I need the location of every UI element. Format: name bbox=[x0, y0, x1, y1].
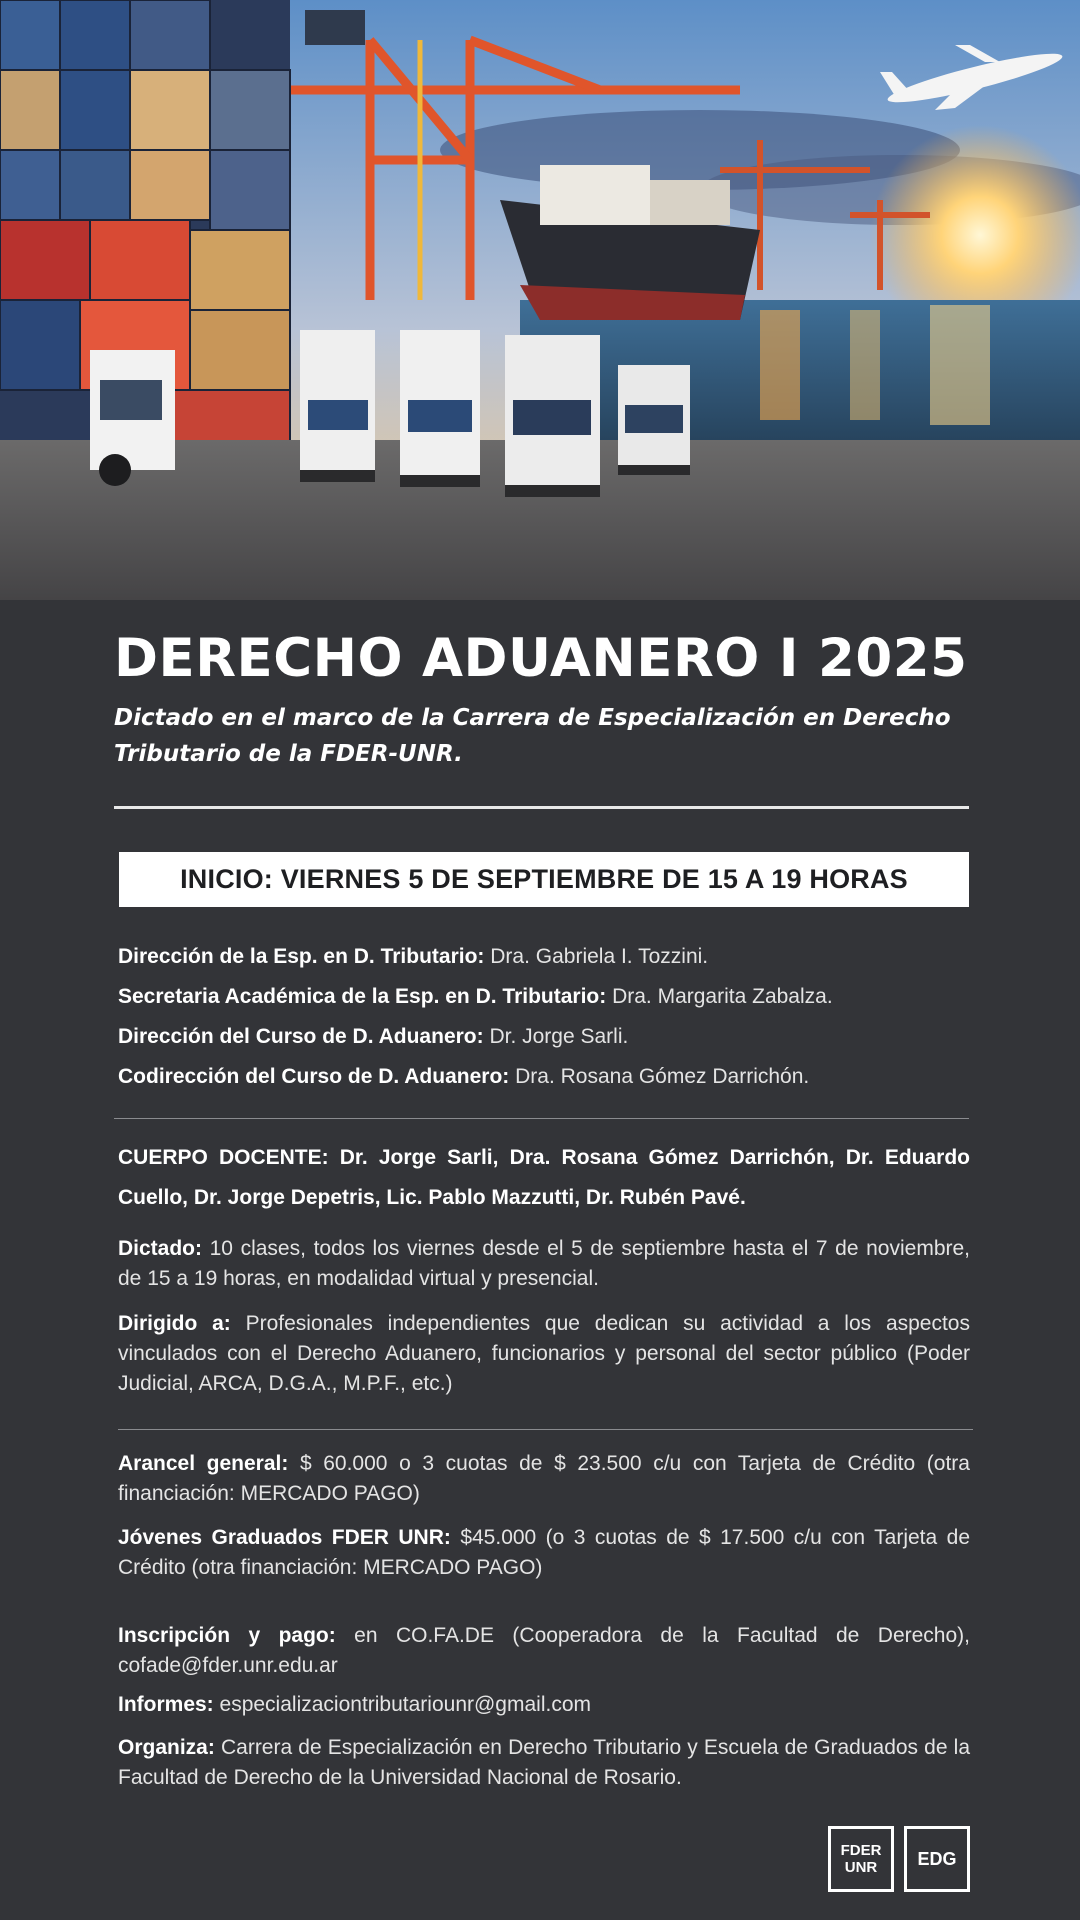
edg-logo bbox=[904, 1826, 970, 1892]
role-direccion-esp bbox=[118, 942, 978, 982]
hero-port-image bbox=[0, 0, 1080, 600]
dirigido-value: Profesionales independientes que dedican su actividad a los aspectos vinculados con el Derecho Aduanero, funcionarios y personal del sector público (Poder Judicial, ARCA, D.G.A., M.P.F., etc.) bbox=[118, 1312, 970, 1395]
arancel-label: Arancel general: bbox=[118, 1452, 289, 1475]
organiza-label: Organiza: bbox=[118, 1736, 215, 1759]
subtitle: Dictado en el marco de la Carrera de Especialización en Derecho Tributario de la FDER-UNR. bbox=[114, 705, 951, 767]
organiza-info bbox=[118, 1733, 970, 1793]
page-title: DERECHO ADUANERO I 2025 bbox=[114, 628, 968, 689]
inscripcion-label: Inscripción y pago: bbox=[118, 1624, 336, 1647]
port-logistics-illustration bbox=[0, 0, 1080, 600]
dictado-info bbox=[118, 1234, 970, 1294]
title-divider bbox=[114, 806, 969, 809]
inscripcion-info bbox=[118, 1621, 970, 1681]
divider bbox=[114, 1118, 969, 1119]
role-label: Dirección de la Esp. en D. Tributario: bbox=[118, 945, 485, 968]
arancel-info bbox=[118, 1449, 970, 1509]
informes-value: especializaciontributariounr@gmail.com bbox=[213, 1693, 592, 1716]
arancel-value: $ 60.000 o 3 cuotas de $ 23.500 c/u con Tarjeta de Crédito (otra financiación: MERCADO PAGO) bbox=[118, 1452, 970, 1505]
fder-unr-logo bbox=[828, 1826, 894, 1892]
role-codireccion bbox=[118, 1062, 978, 1102]
role-value: Dra. Gabriela I. Tozzini. bbox=[484, 945, 709, 968]
logos bbox=[828, 1826, 970, 1892]
teaching-staff: CUERPO DOCENTE: Dr. Jorge Sarli, Dra. Rosana Gómez Darrichón, Dr. Eduardo Cuello, Dr. Jorge Depetris, Lic. Pablo Mazzutti, Dr. Rubén Pavé. bbox=[118, 1146, 970, 1209]
role-value: Dra. Rosana Gómez Darrichón. bbox=[509, 1065, 810, 1088]
dictado-label: Dictado: bbox=[118, 1237, 202, 1260]
dirigido-label: Dirigido a: bbox=[118, 1312, 231, 1335]
role-label: Dirección del Curso de D. Aduanero: bbox=[118, 1025, 484, 1048]
jovenes-value: $45.000 (o 3 cuotas de $ 17.500 c/u con Tarjeta de Crédito (otra financiación: MERCADO PAGO) bbox=[118, 1526, 970, 1579]
role-secretaria bbox=[118, 982, 978, 1022]
role-label: Codirección del Curso de D. Aduanero: bbox=[118, 1065, 510, 1088]
role-value: Dra. Margarita Zabalza. bbox=[606, 985, 833, 1008]
dirigido-info bbox=[118, 1309, 970, 1399]
roles-list bbox=[118, 942, 978, 1102]
informes-label: Informes: bbox=[118, 1693, 214, 1716]
divider bbox=[118, 1429, 973, 1430]
fder-logo-line2: UNR bbox=[844, 1859, 878, 1876]
fder-logo-line1: FDER bbox=[840, 1842, 882, 1859]
role-label: Secretaria Académica de la Esp. en D. Tributario: bbox=[118, 985, 607, 1008]
start-date-banner: INICIO: VIERNES 5 DE SEPTIEMBRE DE 15 A 19 HORAS bbox=[119, 852, 969, 907]
jovenes-label: Jóvenes Graduados FDER UNR: bbox=[118, 1526, 451, 1549]
jovenes-info bbox=[118, 1523, 970, 1583]
organiza-value: Carrera de Especialización en Derecho Tributario y Escuela de Graduados de la Facultad de Derecho de la Universidad Nacional de Rosario. bbox=[118, 1736, 970, 1789]
role-direccion-curso bbox=[118, 1022, 978, 1062]
inscripcion-value: en CO.FA.DE (Cooperadora de la Facultad de Derecho), cofade@fder.unr.edu.ar bbox=[118, 1624, 970, 1677]
role-value: Dr. Jorge Sarli. bbox=[483, 1025, 629, 1048]
dictado-value: 10 clases, todos los viernes desde el 5 de septiembre hasta el 7 de noviembre, de 15 a 19 horas, en modalidad virtual y presencial. bbox=[118, 1237, 970, 1290]
edg-logo-text: EDG bbox=[917, 1848, 957, 1869]
informes-info bbox=[118, 1690, 970, 1720]
